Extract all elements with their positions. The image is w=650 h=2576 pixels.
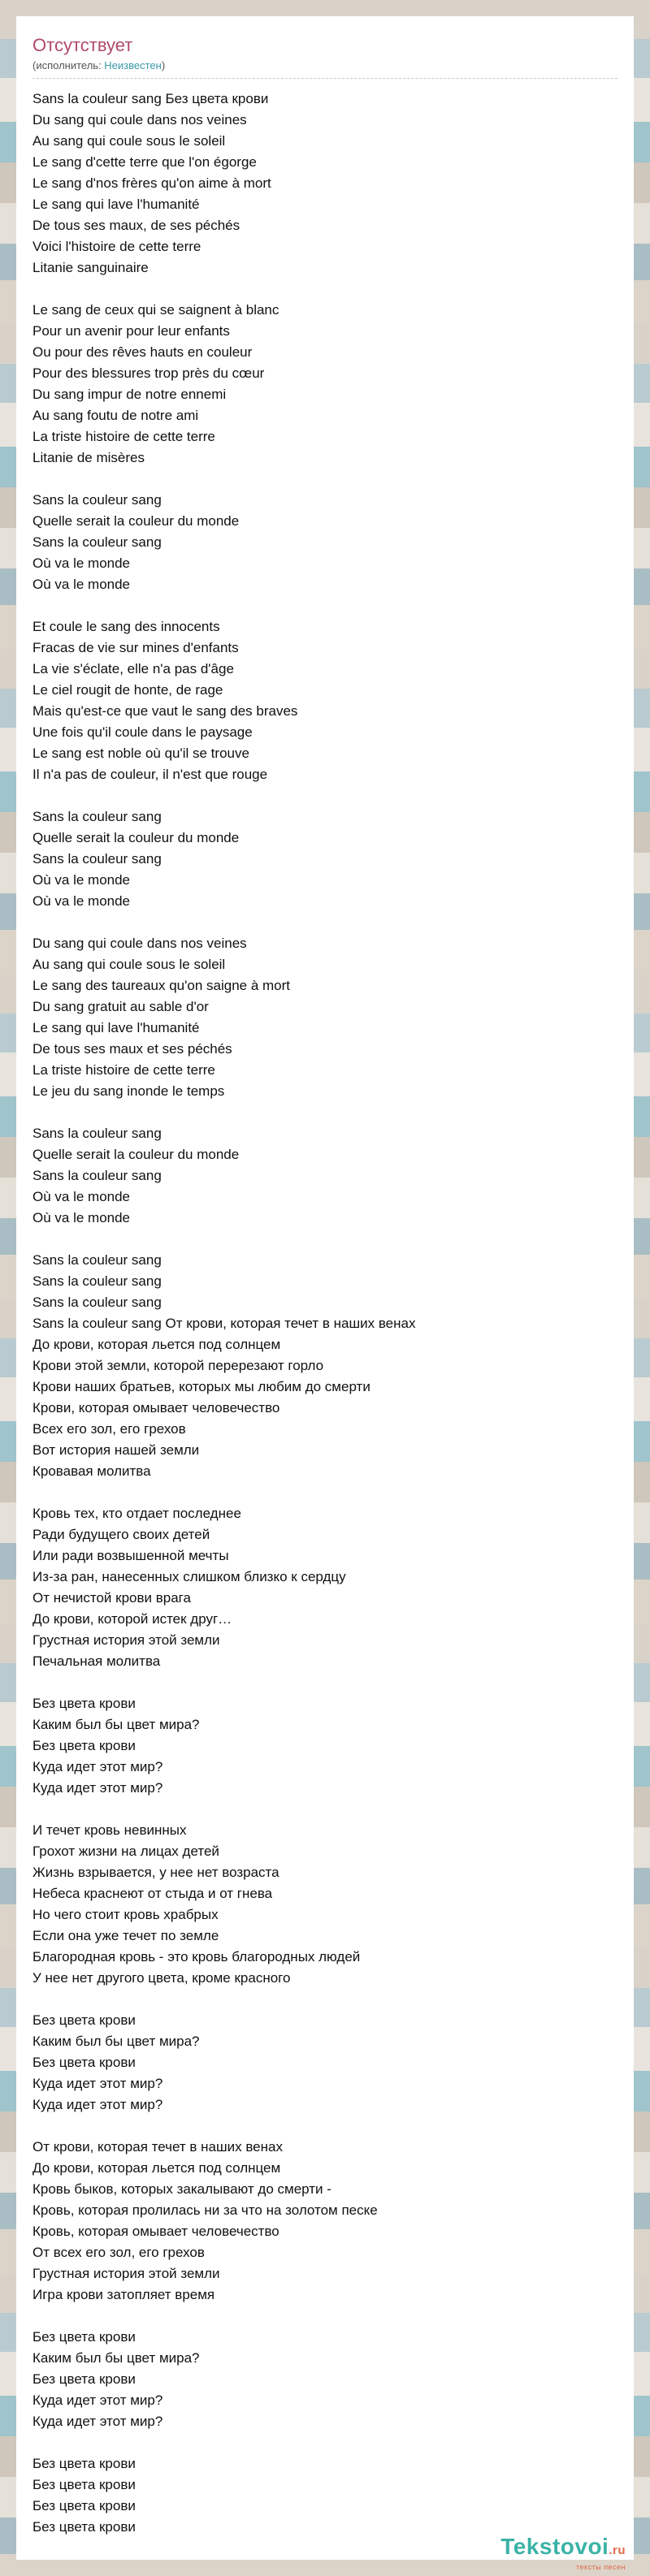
lyric-line: До крови, которая льется под солнцем bbox=[32, 2160, 281, 2176]
lyric-line: Куда идет этот мир? bbox=[32, 2392, 163, 2408]
lyric-line: Кровавая молитва bbox=[32, 1463, 151, 1479]
lyrics-stanza bbox=[32, 933, 618, 1102]
lyric-line: Крови, которая омывает человечество bbox=[32, 1400, 280, 1416]
lyric-line: Litanie sanguinaire bbox=[32, 260, 149, 275]
lyric-line: Куда идет этот мир? bbox=[32, 2414, 163, 2429]
logo-subtitle: тексты песен bbox=[575, 2563, 626, 2571]
lyric-line: Quelle serait la couleur du monde bbox=[32, 513, 240, 529]
lyric-line: Кровь, которая омывает человечество bbox=[32, 2224, 280, 2239]
lyric-line: Mais qu'est-ce que vaut le sang des braves bbox=[32, 703, 298, 719]
lyric-line: До крови, которая льется под солнцем bbox=[32, 1337, 281, 1352]
lyric-line: Без цвета крови bbox=[32, 2055, 136, 2070]
lyric-line: Du sang qui coule dans nos veines bbox=[32, 936, 247, 951]
lyric-line: Всех его зол, его грехов bbox=[32, 1421, 186, 1437]
lyrics-stanza bbox=[32, 1123, 618, 1229]
lyrics-stanza bbox=[32, 2327, 618, 2432]
lyric-line: Каким был бы цвет мира? bbox=[32, 1717, 200, 1732]
lyric-line: Ради будущего своих детей bbox=[32, 1527, 210, 1542]
lyric-line: Кровь, которая пролилась ни за что на золотом песке bbox=[32, 2202, 378, 2218]
lyric-line: Без цвета крови bbox=[32, 2012, 136, 2028]
lyric-line: Où va le monde bbox=[32, 577, 131, 592]
lyric-line: Sans la couleur sang bbox=[32, 1252, 162, 1268]
lyric-line: Où va le monde bbox=[32, 872, 131, 888]
lyric-line: Au sang foutu de notre ami bbox=[32, 408, 199, 423]
lyric-line: Le sang qui lave l'humanité bbox=[32, 1020, 200, 1035]
lyrics-stanza bbox=[32, 2137, 618, 2306]
lyric-line: И течет кровь невинных bbox=[32, 1822, 187, 1838]
lyric-line: Без цвета крови bbox=[32, 2456, 136, 2471]
lyric-line: Sans la couleur sang От крови, которая течет в наших венах bbox=[32, 1316, 416, 1331]
lyric-line: Le sang d'nos frères qu'on aime à mort bbox=[32, 175, 271, 191]
lyrics-stanza bbox=[32, 1250, 618, 1482]
lyric-line: Du sang qui coule dans nos veines bbox=[32, 112, 247, 128]
artist-line bbox=[32, 58, 618, 79]
lyric-line: Le sang qui lave l'humanité bbox=[32, 197, 200, 212]
lyric-line: У нее нет другого цвета, кроме красного bbox=[32, 1970, 291, 1986]
lyric-line: Sans la couleur sang bbox=[32, 809, 162, 824]
lyric-line: Sans la couleur sang bbox=[32, 1126, 162, 1141]
lyric-line: Крови наших братьев, которых мы любим до смерти bbox=[32, 1379, 370, 1394]
lyric-line: Если она уже течет по земле bbox=[32, 1928, 219, 1943]
lyric-line: Каким был бы цвет мира? bbox=[32, 2350, 200, 2366]
lyric-line: Une fois qu'il coule dans le paysage bbox=[32, 724, 253, 740]
lyric-line: Au sang qui coule sous le soleil bbox=[32, 957, 226, 972]
lyric-line: Sans la couleur sang bbox=[32, 1294, 162, 1310]
artist-prefix: (исполнитель: bbox=[32, 59, 105, 71]
lyric-line: От всех его зол, его грехов bbox=[32, 2245, 205, 2260]
lyric-line: Игра крови затопляет время bbox=[32, 2287, 215, 2302]
lyric-line: Без цвета крови bbox=[32, 2477, 136, 2492]
lyric-line: Le jeu du sang inonde le temps bbox=[32, 1083, 225, 1099]
lyric-line: Кровь быков, которых закалывают до смерти - bbox=[32, 2181, 332, 2197]
artist-link[interactable]: Неизвестен bbox=[104, 59, 162, 71]
lyric-line: Или ради возвышенной мечты bbox=[32, 1548, 229, 1563]
lyrics-stanza bbox=[32, 1693, 618, 1799]
lyric-line: От крови, которая течет в наших венах bbox=[32, 2139, 283, 2155]
lyrics-stanza bbox=[32, 1820, 618, 1989]
lyric-line: Au sang qui coule sous le soleil bbox=[32, 133, 226, 149]
lyric-line: Et coule le sang des innocents bbox=[32, 619, 220, 634]
lyrics-stanza bbox=[32, 89, 618, 279]
lyric-line: Le sang des taureaux qu'on saigne à mort bbox=[32, 978, 291, 993]
lyric-line: Каким был бы цвет мира? bbox=[32, 2034, 200, 2049]
lyric-line: Le ciel rougit de honte, de rage bbox=[32, 682, 223, 698]
lyric-line: Sans la couleur sang bbox=[32, 534, 162, 550]
lyric-line: La triste histoire de cette terre bbox=[32, 1062, 215, 1078]
lyric-line: Без цвета крови bbox=[32, 1696, 136, 1711]
lyric-line: Voici l'histoire de cette terre bbox=[32, 239, 202, 254]
lyric-line: Pour un avenir pour leur enfants bbox=[32, 323, 230, 339]
lyric-line: До крови, которой истек друг… bbox=[32, 1611, 232, 1627]
lyric-line: Du sang gratuit au sable d'or bbox=[32, 999, 209, 1014]
logo-main-text: Tekstovoi bbox=[500, 2534, 609, 2559]
logo-wordmark bbox=[500, 2535, 626, 2563]
lyrics-stanza bbox=[32, 1503, 618, 1672]
lyric-line: Quelle serait la couleur du monde bbox=[32, 1147, 240, 1162]
lyric-line: Litanie de misères bbox=[32, 450, 145, 465]
lyric-line: Sans la couleur sang bbox=[32, 1168, 162, 1183]
lyrics-body bbox=[32, 89, 618, 2538]
lyrics-stanza bbox=[32, 490, 618, 595]
lyrics-stanza bbox=[32, 300, 618, 469]
lyric-line: De tous ses maux et ses péchés bbox=[32, 1041, 232, 1057]
lyric-line: Où va le monde bbox=[32, 555, 131, 571]
lyric-line: Грохот жизни на лицах детей bbox=[32, 1843, 219, 1859]
lyrics-stanza bbox=[32, 806, 618, 912]
lyric-line: Из-за ран, нанесенных слишком близко к сердцу bbox=[32, 1569, 346, 1584]
lyric-line: Ou pour des rêves hauts en couleur bbox=[32, 344, 253, 360]
lyric-line: От нечистой крови врага bbox=[32, 1590, 191, 1606]
song-title: Отсутствует bbox=[32, 35, 133, 55]
lyric-line: Le sang est noble où qu'il se trouve bbox=[32, 746, 249, 761]
lyric-line: Du sang impur de notre ennemi bbox=[32, 387, 227, 402]
lyric-line: Без цвета крови bbox=[32, 2498, 136, 2513]
lyric-line: Où va le monde bbox=[32, 1210, 131, 1225]
lyric-line: Куда идет этот мир? bbox=[32, 2097, 163, 2112]
lyric-line: Sans la couleur sang bbox=[32, 492, 162, 508]
lyric-line: Sans la couleur sang Без цвета крови bbox=[32, 91, 269, 106]
lyric-line: Без цвета крови bbox=[32, 2329, 136, 2345]
lyric-line: La vie s'éclate, elle n'a pas d'âge bbox=[32, 661, 234, 676]
lyric-line: Крови этой земли, которой перерезают горло bbox=[32, 1358, 324, 1373]
lyric-line: Жизнь взрывается, у нее нет возраста bbox=[32, 1865, 280, 1880]
lyric-line: Небеса краснеют от стыда и от гнева bbox=[32, 1886, 273, 1901]
lyrics-card bbox=[16, 16, 634, 2560]
lyric-line: Le sang d'cette terre que l'on égorge bbox=[32, 154, 257, 170]
lyric-line: Кровь тех, кто отдает последнее bbox=[32, 1506, 241, 1521]
lyrics-stanza bbox=[32, 2453, 618, 2538]
lyric-line: Sans la couleur sang bbox=[32, 851, 162, 867]
lyric-line: La triste histoire de cette terre bbox=[32, 429, 215, 444]
lyric-line: Без цвета крови bbox=[32, 2519, 136, 2535]
lyric-line: Quelle serait la couleur du monde bbox=[32, 830, 240, 845]
lyric-line: Но чего стоит кровь храбрых bbox=[32, 1907, 219, 1922]
lyric-line: Печальная молитва bbox=[32, 1653, 161, 1669]
logo-tld: .ru bbox=[609, 2544, 626, 2557]
lyric-line: Où va le monde bbox=[32, 893, 131, 909]
lyric-line: Pour des blessures trop près du cœur bbox=[32, 365, 265, 381]
lyric-line: Благородная кровь - это кровь благородных людей bbox=[32, 1949, 361, 1964]
lyric-line: Без цвета крови bbox=[32, 1738, 136, 1753]
lyrics-stanza bbox=[32, 616, 618, 785]
lyric-line: Sans la couleur sang bbox=[32, 1273, 162, 1289]
lyric-line: Le sang de ceux qui se saignent à blanc bbox=[32, 302, 280, 318]
lyrics-stanza bbox=[32, 2010, 618, 2116]
lyric-line: Грустная история этой земли bbox=[32, 2266, 220, 2281]
site-logo[interactable] bbox=[500, 2535, 626, 2571]
artist-suffix: ) bbox=[161, 59, 166, 71]
lyric-line: Без цвета крови bbox=[32, 2371, 136, 2387]
lyric-line: De tous ses maux, de ses péchés bbox=[32, 218, 240, 233]
lyric-line: Fracas de vie sur mines d'enfants bbox=[32, 640, 239, 655]
lyric-line: Куда идет этот мир? bbox=[32, 2076, 163, 2091]
lyric-line: Куда идет этот мир? bbox=[32, 1780, 163, 1796]
lyric-line: Вот история нашей земли bbox=[32, 1442, 200, 1458]
lyric-line: Куда идет этот мир? bbox=[32, 1759, 163, 1774]
lyric-line: Il n'a pas de couleur, il n'est que rouge bbox=[32, 767, 268, 782]
lyric-line: Où va le monde bbox=[32, 1189, 131, 1204]
lyric-line: Грустная история этой земли bbox=[32, 1632, 220, 1648]
